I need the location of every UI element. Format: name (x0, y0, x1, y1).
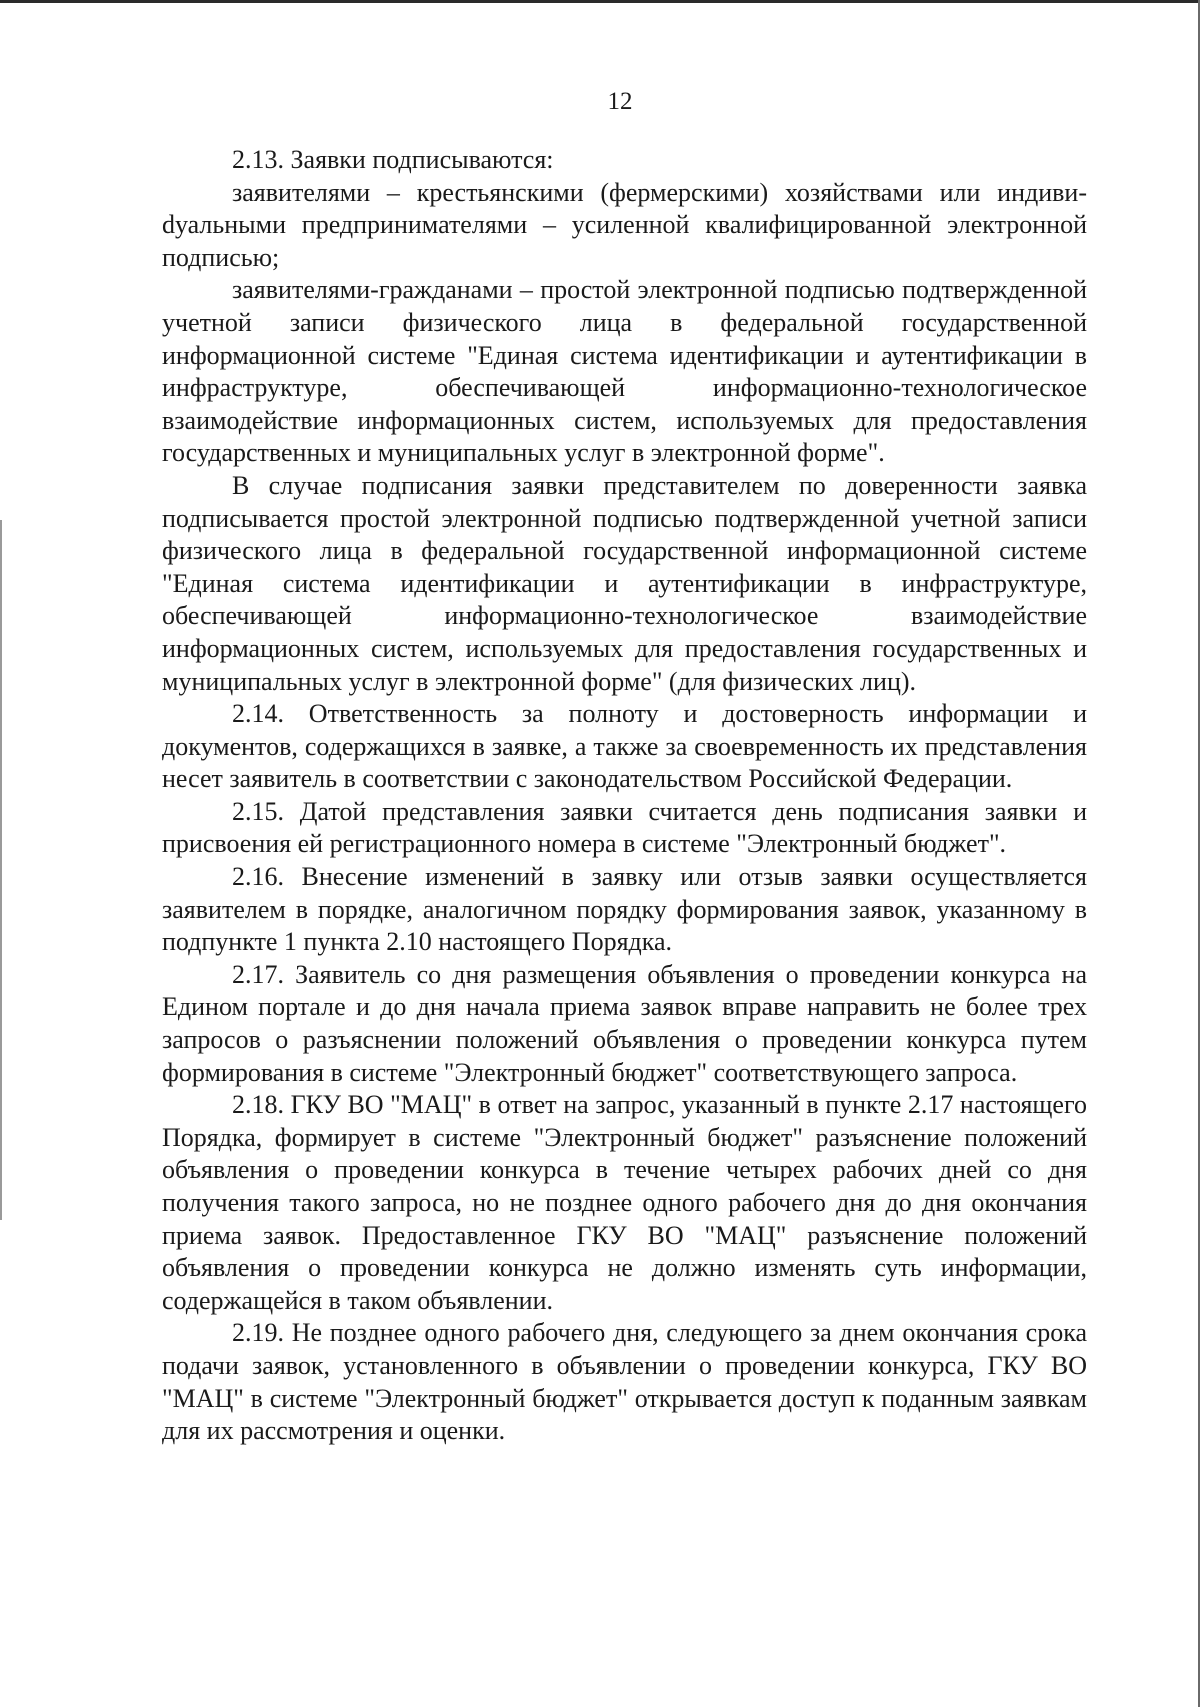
paragraph-2-17: 2.17. Заявитель со дня размещения объявления о проведении конкурса на Едином портале и до дня начала приема заявок вправе направить не более трех запросов о разъяснении положений объявления о проведении конкурса путем формирования в системе "Электронный бюджет" соответствующего запроса. (162, 959, 1087, 1087)
paragraph-2-13-farmers: заявителями – крестьянскими (фермерскими) хозяйствами или индивиdуальными предпринимателями – усиленной квалифицированной электронной подписью; (162, 177, 1087, 272)
document-body (162, 144, 1087, 1448)
paragraph-2-18: 2.18. ГКУ ВО "МАЦ" в ответ на запрос, указанный в пункте 2.17 настоящего Порядка, формирует в системе "Электронный бюджет" разъяснение положений объявления о проведении конкурса в течение четырех рабочих дней со дня получения такого запроса, но не позднее одного рабочего дня до дня окончания приема заявок. Предоставленное ГКУ ВО "МАЦ" разъяснение положений объявления о проведении конкурса не должно изменять суть информации, содержащейся в таком объявлении. (162, 1090, 1087, 1315)
paragraph-2-15: 2.15. Датой представления заявки считается день подписания заявки и присвоения ей регистрационного номера в системе "Электронный бюджет". (162, 796, 1087, 859)
scan-edge-left (0, 520, 2, 1220)
paragraph-2-13-heading: 2.13. Заявки подписываются: (232, 145, 554, 174)
paragraph-2-16: 2.16. Внесение изменений в заявку или отзыв заявки осуществляется заявителем в порядке, аналогичном порядку формирования заявок, указанному в подпункте 1 пункта 2.10 настоящего Порядка. (162, 862, 1087, 957)
paragraph-2-13-representative: В случае подписания заявки представителем по доверенности заявка подписывается простой электронной подписью подтвержденной учетной записи физического лица в федеральной государственной информационной системе "Единая система идентификации и аутентификации в инфраструктуре, обеспечивающей информационно-технологическое взаимодействие информационных систем, используемых для предоставления государственных и муниципальных услуг в электронной форме" (для физических лиц). (162, 470, 1087, 696)
paragraph-2-13-citizens: заявителями-гражданами – простой электронной подписью подтвержденной учетной записи физического лица в федеральной государственной информационной системе "Единая система идентификации и аутентификации в инфраструктуре, обеспечивающей информационно-технологическое взаимодействие информационных систем, используемых для предоставления государственных и муниципальных услуг в электронной форме". (162, 275, 1087, 468)
paragraph-2-14: 2.14. Ответственность за полноту и достоверность информации и документов, содержащихся в заявке, а также за своевременность их представления несет заявитель в соответствии с законодательством Российской Федерации. (162, 699, 1087, 794)
paragraph-2-19: 2.19. Не позднее одного рабочего дня, следующего за днем окончания срока подачи заявок, установленного в объявлении о проведении конкурса, ГКУ ВО "МАЦ" в системе "Электронный бюджет" открывается доступ к поданным заявкам для их рассмотрения и оценки. (162, 1318, 1087, 1446)
page-number: 12 (607, 88, 633, 115)
scan-edge-top (0, 0, 1200, 3)
